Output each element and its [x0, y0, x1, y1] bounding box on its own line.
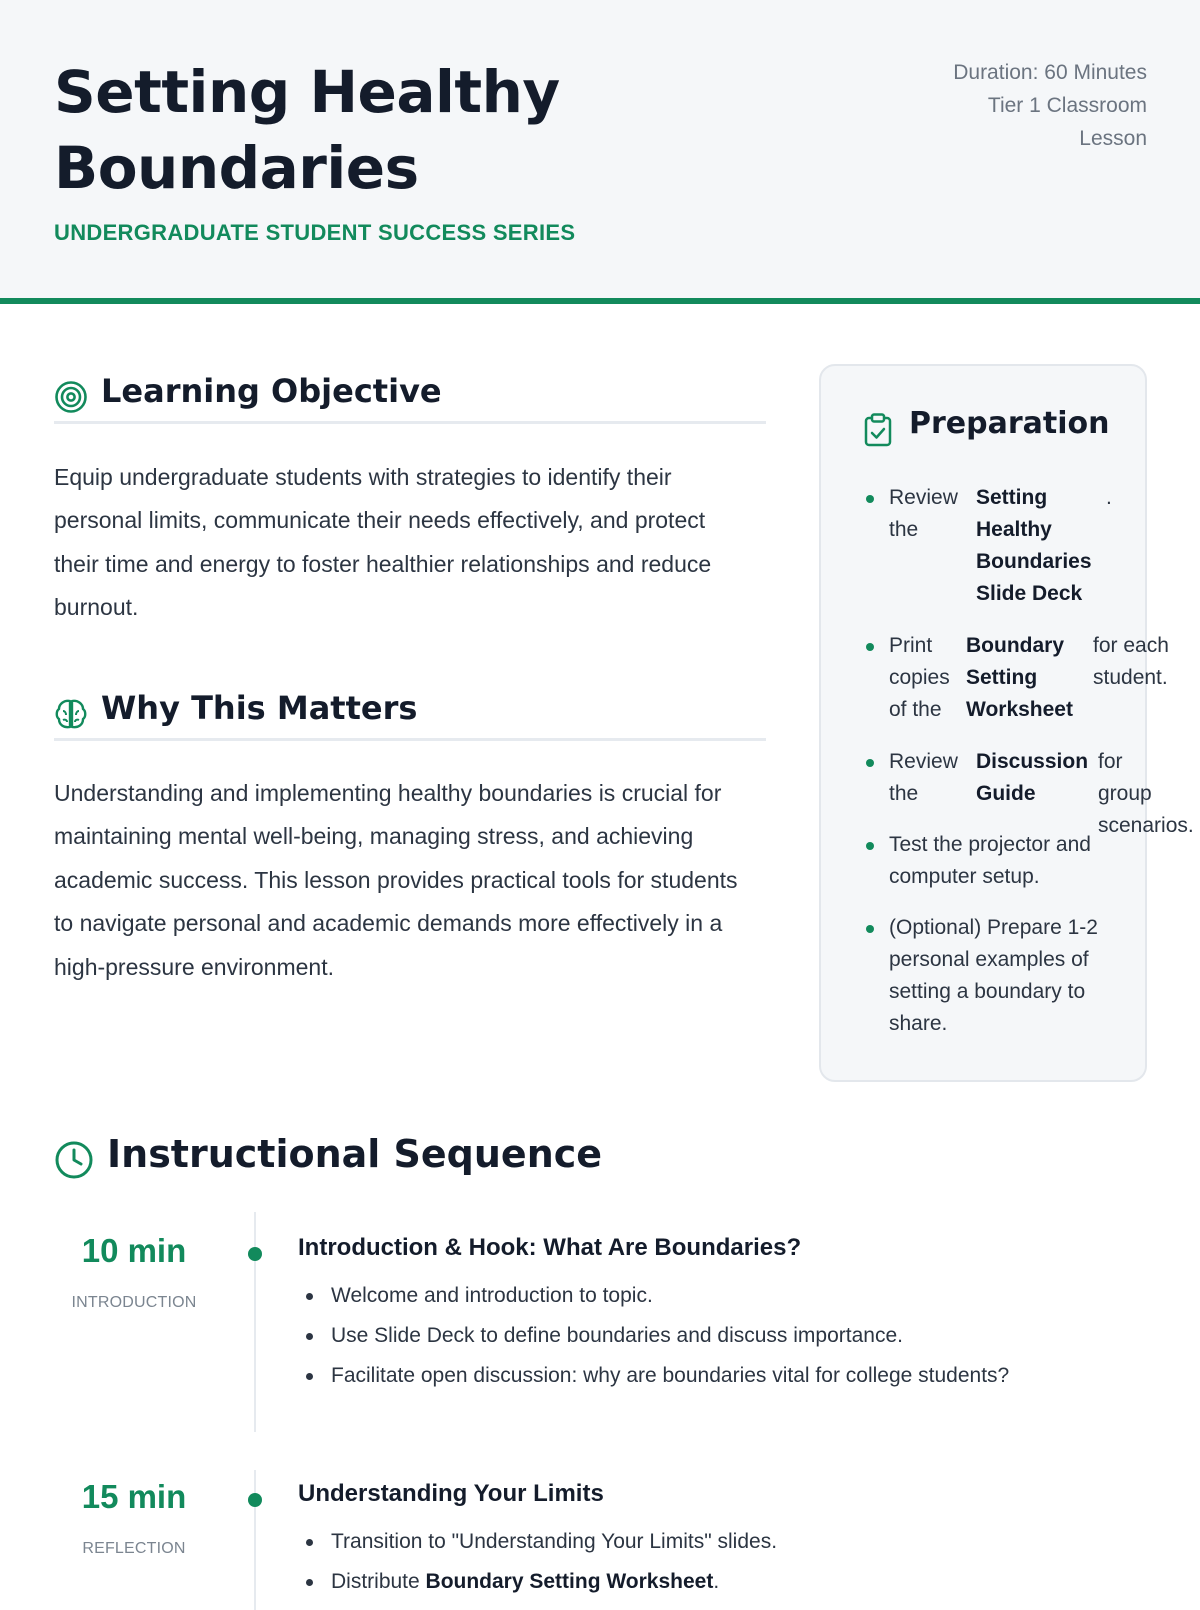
sequence-step [0, 1232, 1200, 1432]
lesson-header [0, 0, 1200, 304]
preparation-card [819, 364, 1194, 1082]
bullet-pre: Distribute [331, 1570, 426, 1593]
prep-item-pre: Print copies of the [889, 634, 950, 721]
brain-icon [54, 697, 88, 731]
bullet-dot [866, 925, 874, 933]
timeline-line [254, 1470, 256, 1610]
bullet-post: . [713, 1570, 720, 1593]
list-item: Transition to "Understanding Your Limits" slides. [298, 1522, 1158, 1562]
list-item: Use Slide Deck to define boundaries and discuss importance. [298, 1316, 1158, 1356]
clock-icon [54, 1140, 94, 1180]
objective-text: Equip undergraduate students with strategies to identify their personal limits, communicate their needs effectively, and protect their time and energy to foster healthier relationships and reduce burnout. [54, 464, 712, 621]
why-heading: Why This Matters [101, 689, 418, 727]
page-title: Setting Healthy Boundaries [54, 58, 560, 202]
step-title: Understanding Your Limits [298, 1480, 604, 1507]
series-subtitle: UNDERGRADUATE STUDENT SUCCESS SERIES [54, 220, 576, 245]
sequence-step [0, 1478, 1200, 1600]
prep-item-bold: Setting Healthy Boundaries Slide Deck [976, 486, 1092, 605]
step-phase: REFLECTION [82, 1540, 186, 1557]
meta-type: Lesson [1079, 127, 1147, 150]
prep-item-post: for group scenarios. [1098, 750, 1194, 837]
bullet-dot [866, 495, 874, 503]
prep-item-text: (Optional) Prepare 1-2 personal examples of setting a boundary to share. [889, 916, 1098, 1035]
step-phase: INTRODUCTION [71, 1294, 197, 1311]
list-item: Facilitate open discussion: why are boundaries vital for college students? [298, 1356, 1158, 1396]
objective-section-header [54, 364, 766, 424]
step-duration: 15 min [81, 1478, 187, 1515]
preparation-heading: Preparation [909, 406, 1110, 441]
prep-item-bold: Discussion Guide [976, 750, 1089, 805]
lesson-meta [847, 56, 1147, 155]
meta-duration: Duration: 60 Minutes [953, 61, 1147, 84]
bullet-dot [866, 759, 874, 767]
meta-tier: Tier 1 Classroom [987, 94, 1147, 117]
why-section-header [54, 681, 766, 741]
bullet-dot [866, 842, 874, 850]
bullet-dot [866, 643, 874, 651]
target-icon [54, 380, 88, 414]
objective-heading: Learning Objective [101, 372, 442, 410]
prep-item-text: Test the projector and computer setup. [889, 833, 1091, 888]
clipboard-check-icon [863, 413, 893, 447]
prep-item [866, 912, 1106, 1040]
timeline-dot [248, 1247, 262, 1261]
sequence-section-header [54, 1132, 754, 1192]
why-text: Understanding and implementing healthy boundaries is crucial for maintaining mental well-being, managing stress, and achieving academic success. This lesson provides practical tools for students to navigate personal and academic demands more effectively in a high-pressure environment. [54, 780, 738, 980]
prep-item-pre: Review the [889, 486, 958, 541]
timeline-dot [248, 1493, 262, 1507]
step-title: Introduction & Hook: What Are Boundaries? [298, 1234, 802, 1261]
prep-item-post: . [1106, 486, 1112, 509]
prep-item-pre: Review the [889, 750, 958, 805]
step-bullets [298, 1276, 1158, 1396]
worksheet-name: Boundary Setting Worksheet [425, 1570, 714, 1593]
list-item: Welcome and introduction to topic. [298, 1276, 1158, 1316]
prep-item-bold: Boundary Setting Worksheet [966, 634, 1073, 721]
timeline-line [254, 1212, 256, 1432]
prep-item [866, 829, 1091, 893]
list-item [298, 1562, 1158, 1602]
sequence-heading: Instructional Sequence [107, 1132, 603, 1176]
prep-item-post: for each student. [1093, 634, 1169, 689]
step-bullets [298, 1522, 1158, 1602]
step-duration: 10 min [81, 1232, 187, 1269]
